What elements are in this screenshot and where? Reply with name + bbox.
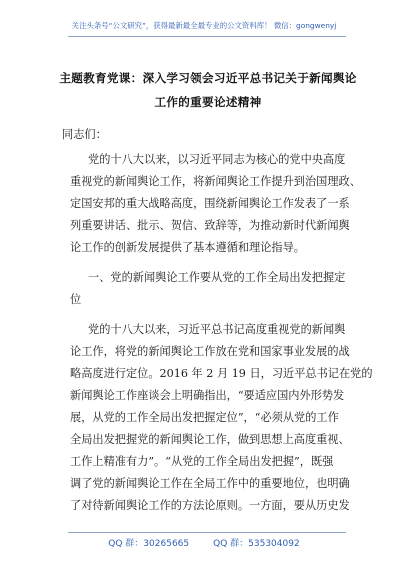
footer-contacts	[0, 536, 408, 549]
paragraph-line: 列重要讲话、批示、贺信、致辞等，为推动新时代新闻舆	[70, 219, 350, 232]
paragraph-line: 工作上精准有力”。“从党的工作全局出发把握”，既强	[70, 455, 334, 468]
header-divider	[68, 36, 346, 37]
section-heading-line: 位	[70, 293, 82, 306]
paragraph-line: 党的十八大以来，以习近平同志为核心的党中央高度	[88, 153, 346, 166]
paragraph-line: 党的十八大以来，习近平总书记高度重视党的新闻舆	[88, 323, 346, 336]
header-notice: 关注头条号“公文研究”，获得最新最全最专业的公文资料库！ 微信：gongwenyj	[71, 21, 337, 30]
paragraph-line: 新闻舆论工作座谈会上明确指出，“要适应国内外形势发	[70, 389, 345, 402]
document-title-line-1: 主题教育党课：深入学习领会习近平总书记关于新闻舆论	[59, 71, 357, 85]
paragraph-line: 展，从党的工作全局出发把握定位”，“必须从党的工作	[70, 411, 339, 424]
paragraph-line: 定国安邦的重大战略高度，围绕新闻舆论工作发表了一系	[70, 197, 350, 210]
footer-divider	[68, 532, 346, 533]
paragraph-line: 调了党的新闻舆论工作在全局工作中的重要地位，也明确	[70, 477, 350, 490]
paragraph-line: 论工作，将党的新闻舆论工作放在党和国家事业发展的战	[70, 345, 350, 358]
footer-qq-group-2: QQ 群：535304092	[213, 539, 300, 549]
paragraph-line: 重视党的新闻舆论工作，将新闻舆论工作提升到治国理政、	[70, 175, 361, 188]
paragraph-line: 全局出发把握党的新闻舆论工作，做到思想上高度重视、	[70, 433, 350, 446]
paragraph-line: 了对待新闻舆论工作的方法论原则。一方面，要从历史发	[70, 499, 350, 512]
section-heading-line: 一、党的新闻舆论工作要从党的工作全局出发把握定	[88, 271, 346, 284]
paragraph-line: 略高度进行定位。2016 年 2 月 19 日，习近平总书记在党的	[70, 367, 373, 380]
salutation: 同志们：	[62, 128, 107, 141]
document-title-line-2: 工作的重要论述精神	[154, 95, 262, 109]
footer-qq-group-1: QQ 群：30265665	[108, 539, 190, 549]
paragraph-line: 论工作的创新发展提供了基本遵循和理论指导。	[70, 241, 305, 254]
